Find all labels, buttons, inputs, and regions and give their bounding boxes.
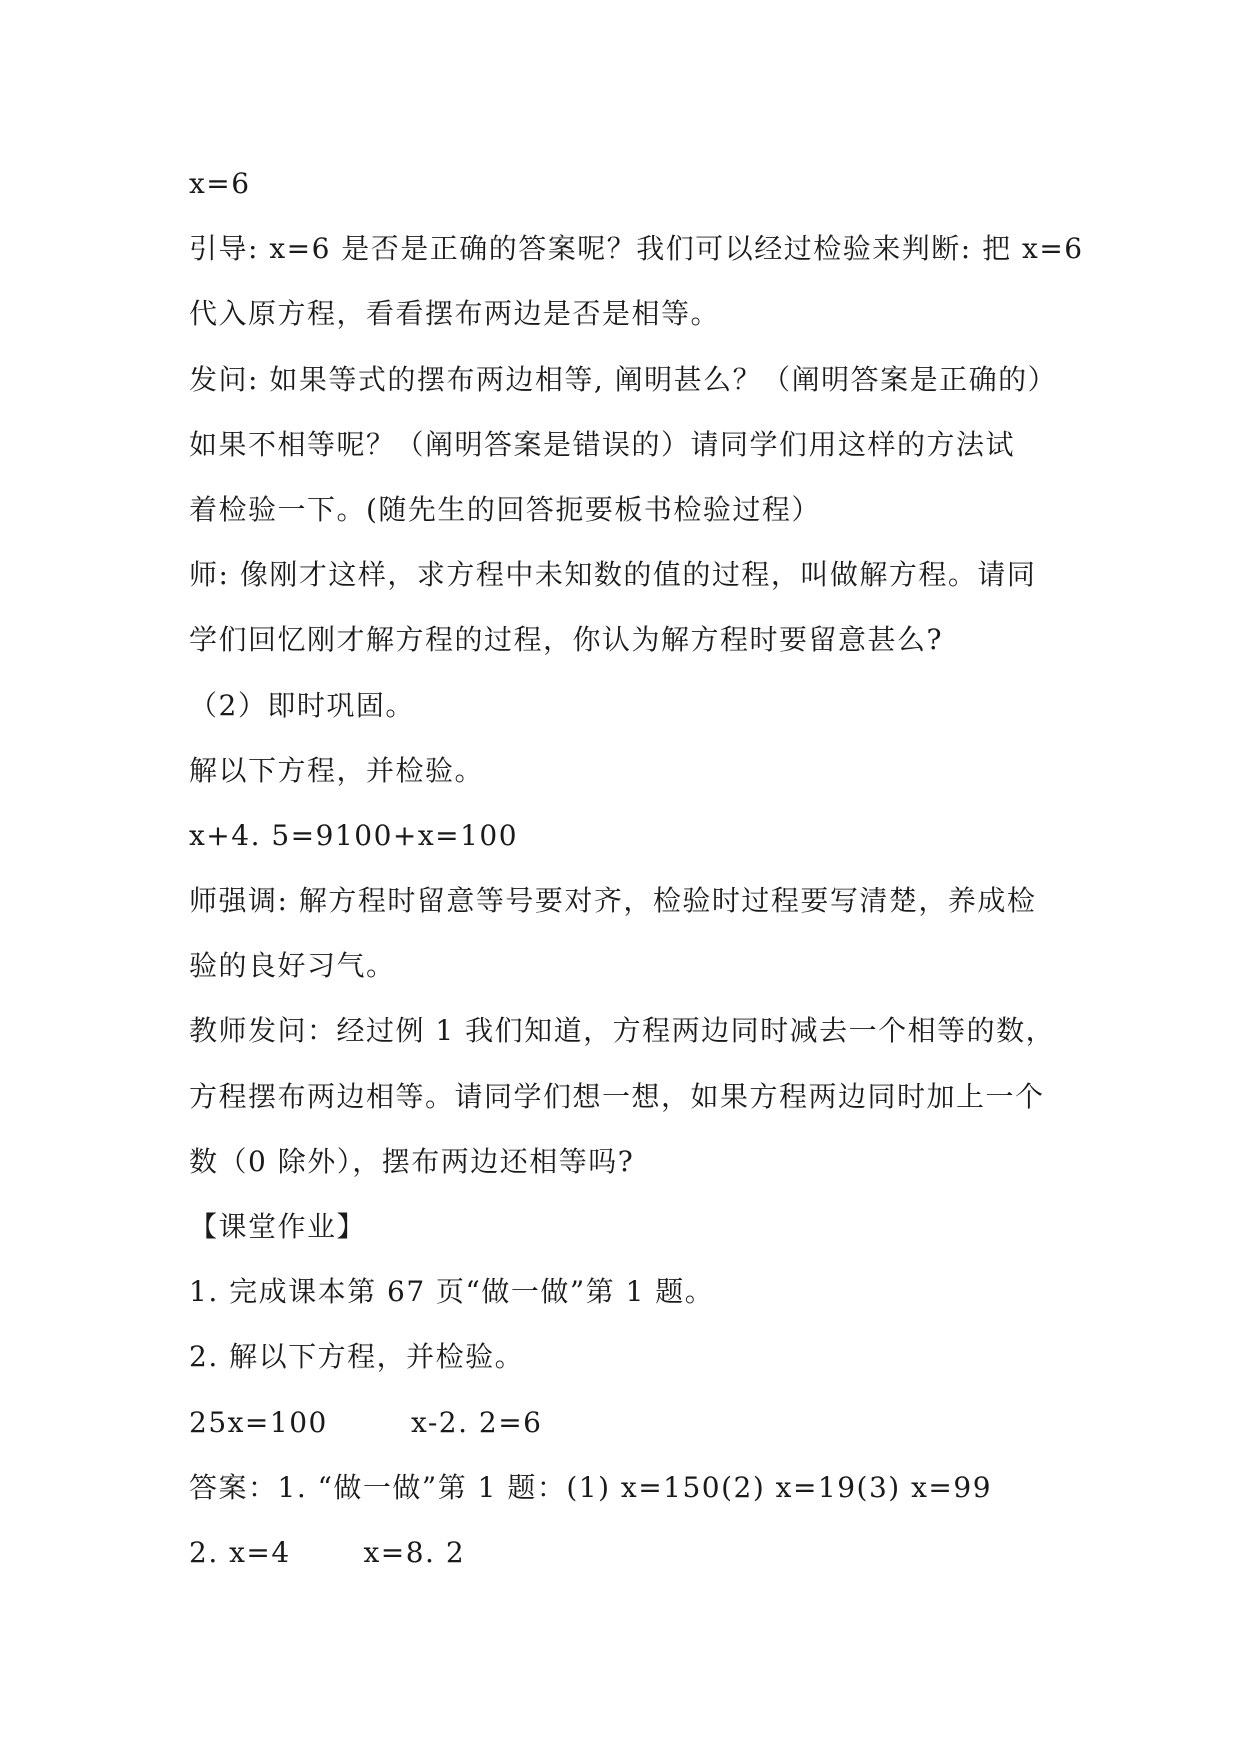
exercise-item: 1. 完成课本第 67 页“做一做”第 1 题。: [189, 1275, 715, 1309]
answer-line: 答案：1. “做一做”第 1 题：(1) x=150(2) x=19(3) x=99: [189, 1470, 993, 1504]
text-line: 解以下方程，并检验。: [189, 753, 485, 787]
text-line: 数（0 除外），摆布两边还相等吗?: [189, 1144, 635, 1178]
text-line: 发问: 如果等式的摆布两边相等, 阐明甚么？（阐明答案是正确的）: [189, 362, 1058, 396]
text-line: x=6: [189, 167, 251, 200]
section-heading: 【课堂作业】: [189, 1210, 367, 1243]
text-line: 引导: x=6 是否是正确的答案呢？我们可以经过检验来判断: 把 x=6: [189, 232, 1084, 266]
equation-line: 25x=100 x-2. 2=6: [189, 1405, 543, 1439]
text-line: 代入原方程，看看摆布两边是否是相等。: [189, 297, 721, 331]
section-heading: （2）即时巩固。: [189, 688, 415, 722]
exercise-item: 2. 解以下方程，并检验。: [189, 1340, 525, 1374]
text-line: 师: 像刚才这样，求方程中未知数的值的过程，叫做解方程。请同: [189, 558, 1037, 592]
equation-line: x+4. 5=9100+x=100: [189, 818, 519, 852]
text-line: 着检验一下。(随先生的回答扼要板书检验过程）: [189, 492, 821, 526]
text-line: 学们回忆刚才解方程的过程，你认为解方程时要留意甚么?: [189, 623, 944, 657]
document-body: [189, 164, 1084, 1598]
text-line: 验的良好习气。: [189, 949, 396, 983]
text-line: 如果不相等呢？（阐明答案是错误的）请同学们用这样的方法试: [189, 427, 1016, 461]
text-line: 师强调: 解方程时留意等号要对齐，检验时过程要写清楚，养成检: [189, 884, 1037, 918]
text-line: 方程摆布两边相等。请同学们想一想，如果方程两边同时加上一个: [189, 1079, 1045, 1113]
answer-line: 2. x=4 x=8. 2: [189, 1535, 466, 1569]
text-line: 教师发问：经过例 1 我们知道，方程两边同时减去一个相等的数，: [189, 1014, 1056, 1048]
